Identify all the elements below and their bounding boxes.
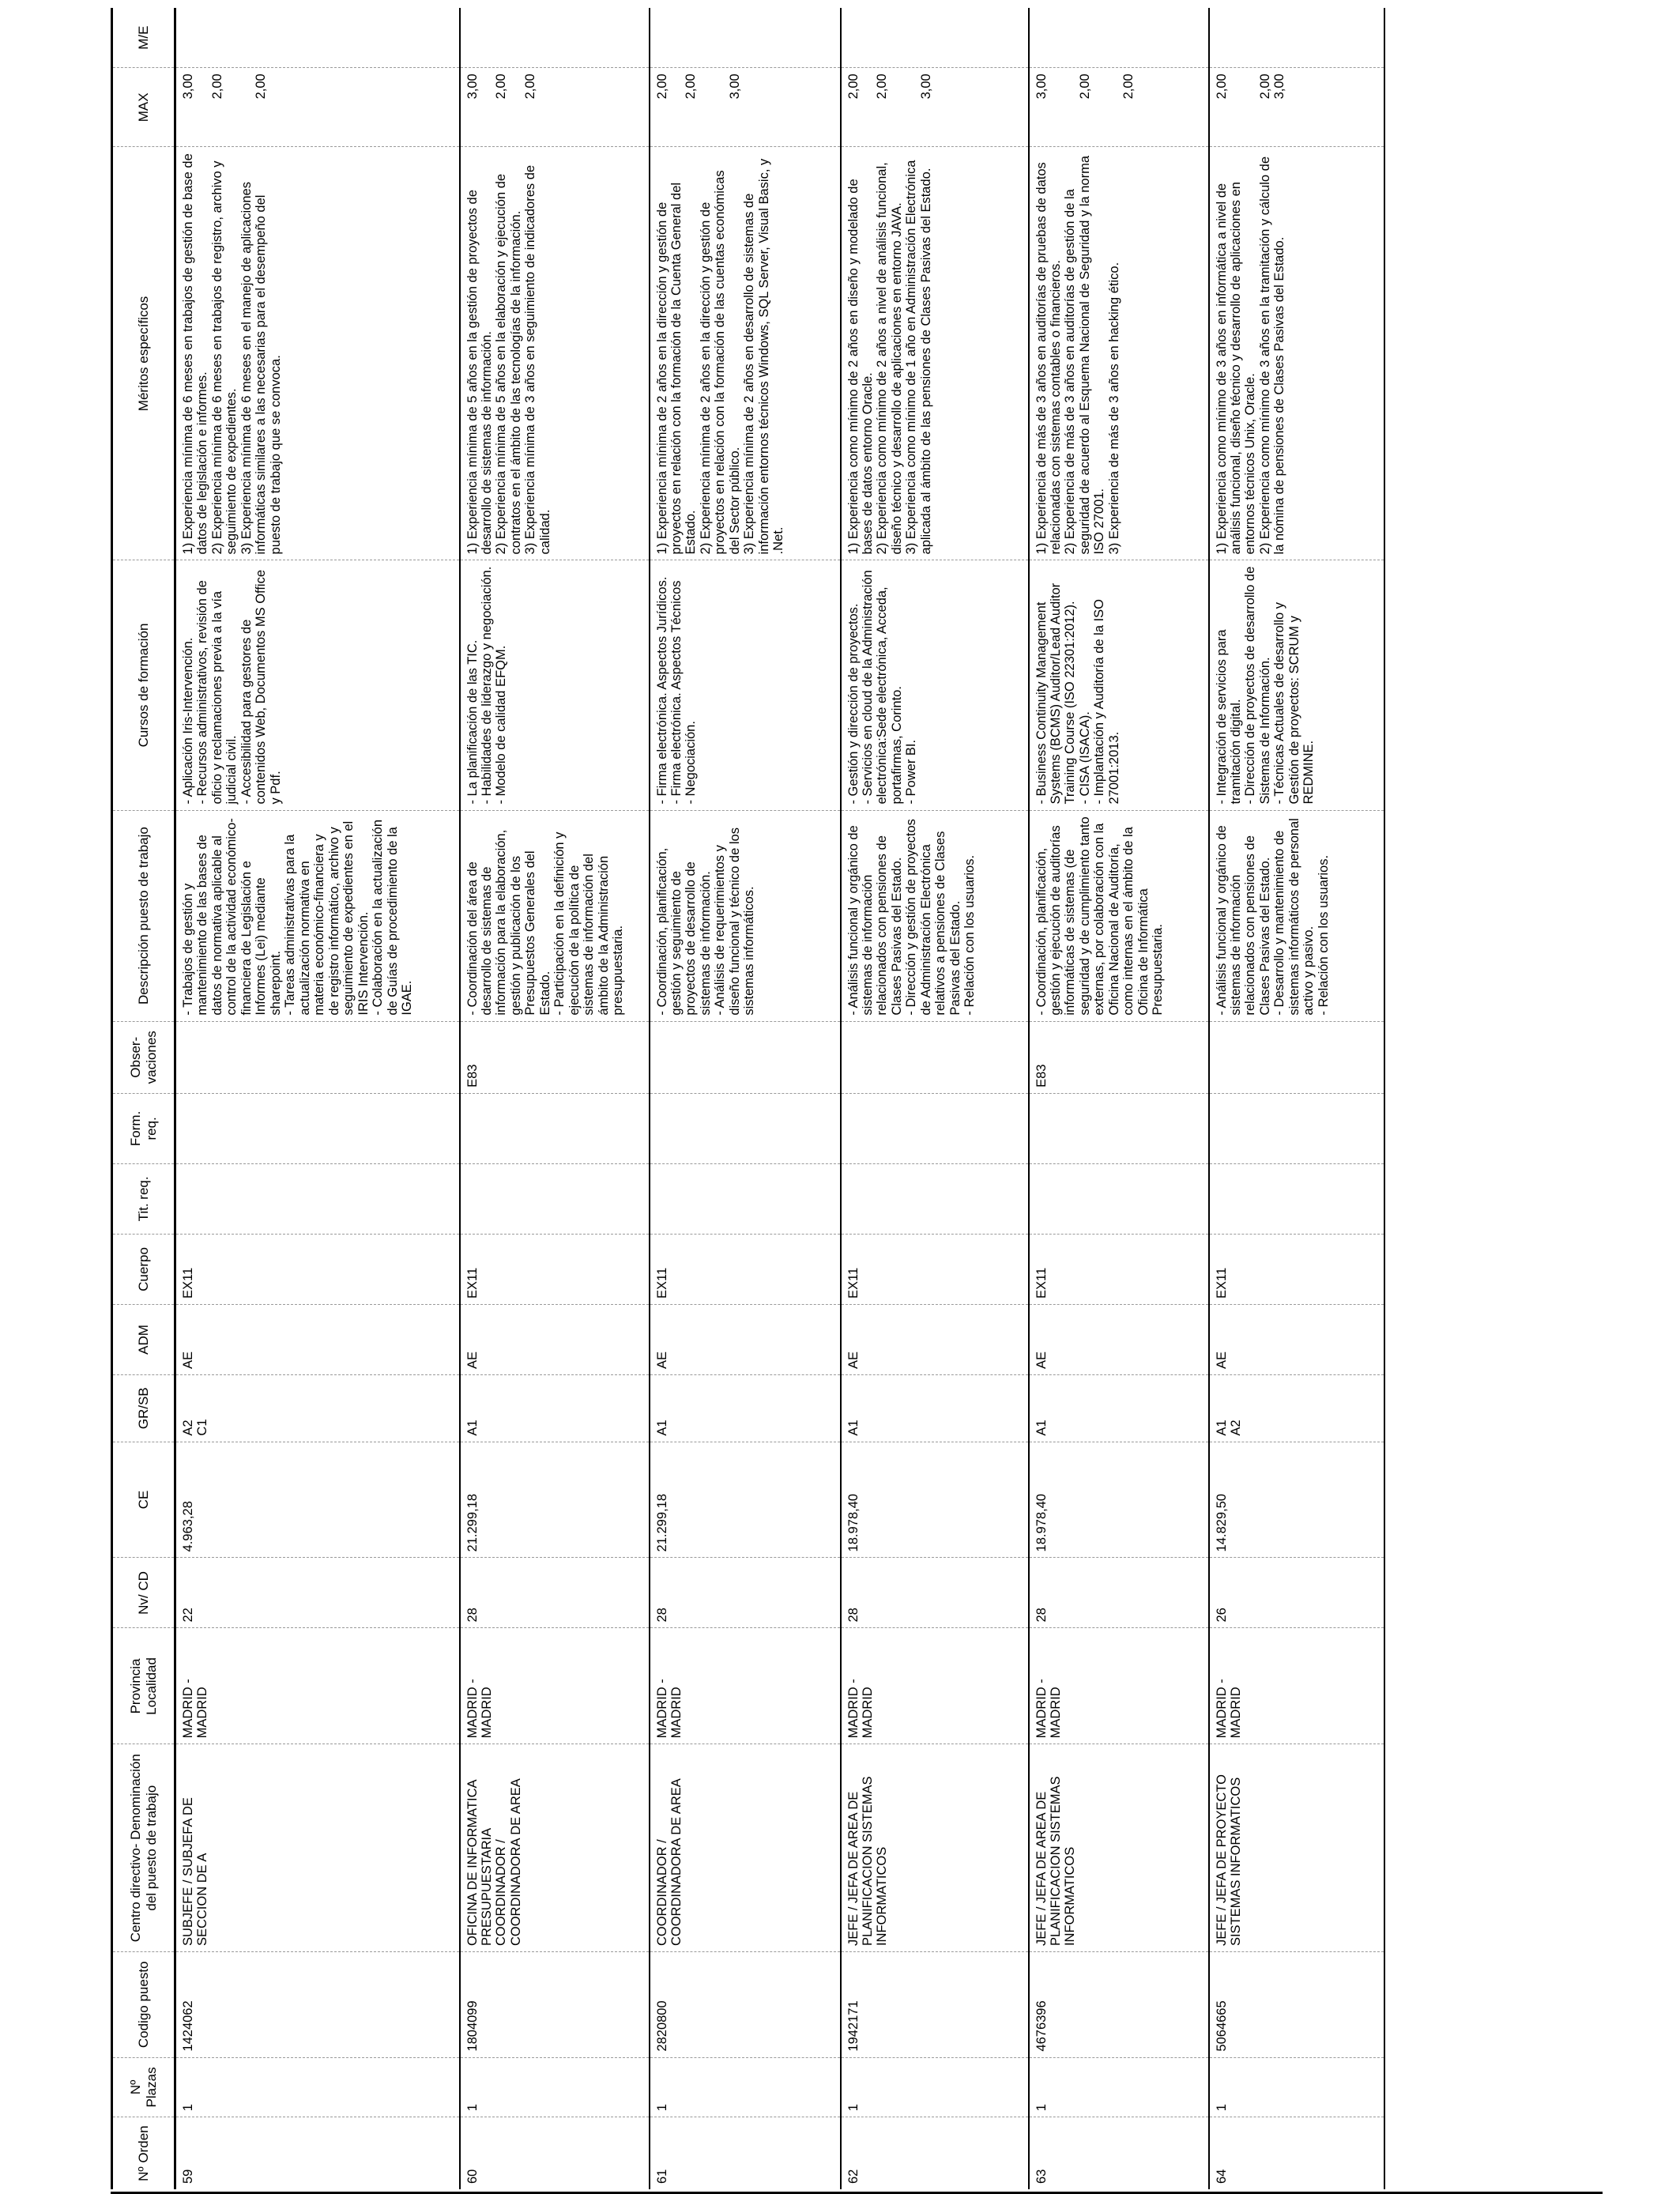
cell-meritos: 1) Experiencia de más de 3 años en auditorías de pruebas de datos relacionadas con sistemas contables o financieros. 2) Experiencia de más de 3 años en auditorías de gestión de la seguridad de acuerdo al Esquema Nacional de Seguridad y la norma ISO 27001. 3) Experiencia de más de 3 años en hacking ético. bbox=[1029, 147, 1209, 560]
col-header-descripcion: Descripción puesto de trabajo bbox=[112, 810, 175, 1021]
col-header-me: M/E bbox=[112, 8, 175, 68]
cell-puesto: COORDINADOR / COORDINADORA DE AREA bbox=[654, 1778, 684, 1947]
cell-obs bbox=[841, 1021, 1029, 1093]
cell-tit bbox=[175, 1163, 460, 1234]
cell-centro bbox=[650, 1744, 841, 1952]
cell-obs: E83 bbox=[1029, 1021, 1209, 1093]
cell-max: 3,00 2,00 2,00 bbox=[460, 68, 650, 147]
cell-nvcd: 22 bbox=[175, 1558, 460, 1628]
cell-descripcion: - Coordinación, planificación, gestión y seguimiento de proyectos de desarrollo de sistemas de información. - Análisis de requerimientos y diseño funcional y técnico de los sistemas informáticos. bbox=[650, 810, 841, 1021]
cell-cuerpo: EX11 bbox=[1029, 1234, 1209, 1304]
cell-descripcion: - Coordinación del área de desarrollo de sistemas de información para la elaboración, gestión y publicación de los Presupuestos Generales del Estado. - Participación en la definición y ejecución de la política de sistemas de información del ámbito de la Administración presupuestaria. bbox=[460, 810, 650, 1021]
cell-descripcion: - Trabajos de gestión y mantenimiento de las bases de datos de normativa aplicable al control de la actividad económico-financiera de Legislación e Informes (Lei) mediante sharepoint. - Tareas administrativas para la actualización normativa en materia económico-financiera y de registro informático, archivo y seguimiento de expedientes en el IRIS Intervención. - Colaboración en la actualización de Guías de procedimiento de la IGAE. bbox=[175, 810, 460, 1021]
cell-form bbox=[841, 1093, 1029, 1163]
cell-nvcd: 28 bbox=[841, 1558, 1029, 1628]
cell-max: 2,00 2,00 3,00 bbox=[650, 68, 841, 147]
cell-meritos: 1) Experiencia mínima de 5 años en la gestión de proyectos de desarrollo de sistemas de información. 2) Experiencia mínima de 5 años en la elaboración y ejecución de contratos en el ámbito de las tecnologías de la información. 3) Experiencia mínima de 3 años en seguimiento de indicadores de calidad. bbox=[460, 147, 650, 560]
cell-puesto: SUBJEFE / SUBJEFA DE SECCION DE A bbox=[181, 1797, 210, 1947]
table-row bbox=[1029, 8, 1209, 2189]
cell-tit bbox=[1029, 1163, 1209, 1234]
cell-codigo: 1942171 bbox=[841, 1952, 1029, 2058]
col-header-nvcd: Nv/ CD bbox=[112, 1558, 175, 1628]
cell-form bbox=[650, 1093, 841, 1163]
cell-orden: 60 bbox=[460, 2117, 650, 2189]
col-header-orden: Nº Orden bbox=[112, 2117, 175, 2189]
cell-cursos: - Aplicación Iris-Intervención. - Recursos administrativos, revisión de oficio y reclamaciones previa a la vía judicial civil. - Accesibilidad para gestores de contenidos Web, Documentos MS Office y Pdf. bbox=[175, 560, 460, 810]
cell-provincia: MADRID - MADRID bbox=[460, 1628, 650, 1744]
cell-form bbox=[460, 1093, 650, 1163]
cell-obs bbox=[650, 1021, 841, 1093]
cell-nvcd: 28 bbox=[650, 1558, 841, 1628]
cell-tit bbox=[1209, 1163, 1384, 1234]
cell-provincia: MADRID - MADRID bbox=[1029, 1628, 1209, 1744]
cell-ce: 21.299,18 bbox=[650, 1442, 841, 1558]
cell-puesto: COORDINADOR / COORDINADORA DE AREA bbox=[494, 1778, 523, 1947]
cell-me bbox=[841, 8, 1029, 68]
cell-descripcion: - Análisis funcional y orgánico de sistemas de información relacionados con pensiones de Clases Pasivas del Estado. - Dirección y gestión de proyectos de Administración Electrónica relativos a pensiones de Clases Pasivas del Estado. - Relación con los usuarios. bbox=[841, 810, 1029, 1021]
cell-nvcd: 26 bbox=[1209, 1558, 1384, 1628]
cell-adm: AE bbox=[1029, 1304, 1209, 1374]
cell-orden: 64 bbox=[1209, 2117, 1384, 2189]
cell-codigo: 1424062 bbox=[175, 1952, 460, 2058]
cell-plazas: 1 bbox=[841, 2057, 1029, 2117]
cell-centro bbox=[1209, 1744, 1384, 1952]
cell-codigo: 5064665 bbox=[1209, 1952, 1384, 2058]
cell-cursos: - La planificación de las TIC. - Habilidades de liderazgo y negociación. - Modelo de calidad EFQM. bbox=[460, 560, 650, 810]
cell-cuerpo: EX11 bbox=[1209, 1234, 1384, 1304]
cell-centro bbox=[1029, 1744, 1209, 1952]
table-row bbox=[650, 8, 841, 2189]
cell-centro bbox=[841, 1744, 1029, 1952]
col-header-centro: Centro directivo- Denominación del puesto de trabajo bbox=[112, 1744, 175, 1952]
col-header-adm: ADM bbox=[112, 1304, 175, 1374]
cell-me bbox=[1209, 8, 1384, 68]
cell-form bbox=[1209, 1093, 1384, 1163]
cell-cuerpo: EX11 bbox=[460, 1234, 650, 1304]
cell-meritos: 1) Experiencia como mínimo de 3 años en informática a nivel de análisis funcional, diseño técnico y desarrollo de aplicaciones en entornos técnicos Unix, Oracle. 2) Experiencia como mínimo de 3 años en la tramitación y cálculo de la nómina de pensiones de Clases Pasivas del Estado. bbox=[1209, 147, 1384, 560]
cell-plazas: 1 bbox=[1029, 2057, 1209, 2117]
cell-cursos: - Business Continuity Management Systems (BCMS) Auditor/Lead Auditor Training Course (ISO 22301:2012). - CISA (ISACA). - Implantación y Auditoría de la ISO 27001:2013. bbox=[1029, 560, 1209, 810]
col-header-cuerpo: Cuerpo bbox=[112, 1234, 175, 1304]
positions-table bbox=[111, 8, 1385, 2189]
cell-ce: 18.978,40 bbox=[841, 1442, 1029, 1558]
cell-puesto: JEFE / JEFA DE PROYECTO SISTEMAS INFORMATICOS bbox=[1214, 1774, 1243, 1947]
cell-tit bbox=[460, 1163, 650, 1234]
cell-cursos: - Integración de servicios para tramitación digital. - Dirección de proyectos de desarrollo de Sistemas de Información. - Técnicas Actuales de desarrollo y Gestión de proyectos: SCRUM y REDMINE. bbox=[1209, 560, 1384, 810]
cell-adm: AE bbox=[841, 1304, 1029, 1374]
cell-puesto: JEFE / JEFA DE AREA DE PLANIFICACION SISTEMAS INFORMATICOS bbox=[846, 1776, 890, 1947]
cell-me bbox=[175, 8, 460, 68]
cell-plazas: 1 bbox=[175, 2057, 460, 2117]
cell-provincia: MADRID - MADRID bbox=[650, 1628, 841, 1744]
cell-obs bbox=[175, 1021, 460, 1093]
cell-orden: 62 bbox=[841, 2117, 1029, 2189]
cell-cuerpo: EX11 bbox=[841, 1234, 1029, 1304]
cell-provincia: MADRID - MADRID bbox=[175, 1628, 460, 1744]
cell-puesto: JEFE / JEFA DE AREA DE PLANIFICACION SISTEMAS INFORMATICOS bbox=[1034, 1776, 1078, 1947]
cell-obs bbox=[1209, 1021, 1384, 1093]
cell-orden: 63 bbox=[1029, 2117, 1209, 2189]
table-row bbox=[175, 8, 460, 2189]
cell-ce: 14.829,50 bbox=[1209, 1442, 1384, 1558]
col-header-meritos: Méritos específicos bbox=[112, 147, 175, 560]
cell-unidad: OFICINA DE INFORMATICA PRESUPUESTARIA bbox=[465, 1780, 494, 1947]
cell-max: 3,00 2,00 2,00 bbox=[175, 68, 460, 147]
cell-orden: 59 bbox=[175, 2117, 460, 2189]
cell-max: 3,00 2,00 2,00 bbox=[1029, 68, 1209, 147]
cell-tit bbox=[841, 1163, 1029, 1234]
cell-me bbox=[1029, 8, 1209, 68]
cell-adm: AE bbox=[460, 1304, 650, 1374]
cell-form bbox=[175, 1093, 460, 1163]
cell-meritos: 1) Experiencia mínima de 6 meses en trabajos de gestión de base de datos de legislación e informes. 2) Experiencia mínima de 6 meses en trabajos de registro, archivo y seguimiento de expedientes. 3) Experiencia mínima de 6 meses en el manejo de aplicaciones informáticas similares a las necesarias para el desempeño del puesto de trabajo que se convoca. bbox=[175, 147, 460, 560]
cell-max: 2,00 2,00 3,00 bbox=[841, 68, 1029, 147]
cell-codigo: 1804099 bbox=[460, 1952, 650, 2058]
cell-cuerpo: EX11 bbox=[175, 1234, 460, 1304]
cell-grsb: A1 A2 bbox=[1209, 1375, 1384, 1442]
cell-ce: 4.963,28 bbox=[175, 1442, 460, 1558]
cell-descripcion: - Análisis funcional y orgánico de sistemas de información relacionados con pensiones de Clases Pasivas del Estado. - Desarrollo y mantenimiento de sistemas informáticos de personal activo y pasivo. - Relación con los usuarios. bbox=[1209, 810, 1384, 1021]
cell-obs: E83 bbox=[460, 1021, 650, 1093]
cell-provincia: MADRID - MADRID bbox=[841, 1628, 1029, 1744]
cell-form bbox=[1029, 1093, 1209, 1163]
table-row bbox=[460, 8, 650, 2189]
col-header-provincia: Provincia Localidad bbox=[112, 1628, 175, 1744]
cell-grsb: A1 bbox=[1029, 1375, 1209, 1442]
cell-grsb: A2 C1 bbox=[175, 1375, 460, 1442]
cell-nvcd: 28 bbox=[460, 1558, 650, 1628]
cell-nvcd: 28 bbox=[1029, 1558, 1209, 1628]
cell-adm: AE bbox=[175, 1304, 460, 1374]
cell-codigo: 2820800 bbox=[650, 1952, 841, 2058]
header-row bbox=[112, 8, 175, 2189]
col-header-codigo: Codigo puesto bbox=[112, 1952, 175, 2058]
col-header-plazas: Nº Plazas bbox=[112, 2057, 175, 2117]
cell-provincia: MADRID - MADRID bbox=[1209, 1628, 1384, 1744]
col-header-grsb: GR/SB bbox=[112, 1375, 175, 1442]
cell-cuerpo: EX11 bbox=[650, 1234, 841, 1304]
cell-cursos: - Gestión y dirección de proyectos. - Servicios en cloud de la Administración electrónica:Sede electrónica, Acceda, portafirmas, Corinto. - Power BI. bbox=[841, 560, 1029, 810]
cell-max: 2,00 2,00 3,00 bbox=[1209, 68, 1384, 147]
cell-adm: AE bbox=[650, 1304, 841, 1374]
cell-plazas: 1 bbox=[650, 2057, 841, 2117]
cell-ce: 21.299,18 bbox=[460, 1442, 650, 1558]
cell-codigo: 4676396 bbox=[1029, 1952, 1209, 2058]
cell-me bbox=[460, 8, 650, 68]
cell-descripcion: - Coordinación, planificación, gestión y ejecución de auditorías informáticas de sistemas (de seguridad y de cumplimiento tanto externas, por colaboración con la Oficina Nacional de Auditoría, como internas en el ámbito de la Oficina de Informática Presupuestaria. bbox=[1029, 810, 1209, 1021]
table-row bbox=[1209, 8, 1384, 2189]
table-row bbox=[841, 8, 1029, 2189]
cell-plazas: 1 bbox=[1209, 2057, 1384, 2117]
col-header-form: Form. req. bbox=[112, 1093, 175, 1163]
cell-orden: 61 bbox=[650, 2117, 841, 2189]
cell-tit bbox=[650, 1163, 841, 1234]
col-header-obs: Obser-vaciones bbox=[112, 1021, 175, 1093]
col-header-ce: CE bbox=[112, 1442, 175, 1558]
col-header-cursos: Cursos de formación bbox=[112, 560, 175, 810]
col-header-tit: Tit. req. bbox=[112, 1163, 175, 1234]
cell-cursos: - Firma electrónica. Aspectos Jurídicos. - Firma electrónica. Aspectos Técnicos - Negociación. bbox=[650, 560, 841, 810]
cell-grsb: A1 bbox=[650, 1375, 841, 1442]
cell-meritos: 1) Experiencia como mínimo de 2 años en diseño y modelado de bases de datos entorno Oracle. 2) Experiencia como mínimo de 2 años a nivel de análisis funcional, diseño técnico y desarrollo de aplicaciones en entorno JAVA. 3) Experiencia como mínimo de 1 año en Administración Electrónica aplicada al ámbito de las pensiones de Clases Pasivas del Estado. bbox=[841, 147, 1029, 560]
cell-plazas: 1 bbox=[460, 2057, 650, 2117]
cell-adm: AE bbox=[1209, 1304, 1384, 1374]
col-header-max: MAX bbox=[112, 68, 175, 147]
cell-grsb: A1 bbox=[460, 1375, 650, 1442]
cell-me bbox=[650, 8, 841, 68]
cell-ce: 18.978,40 bbox=[1029, 1442, 1209, 1558]
cell-centro bbox=[460, 1744, 650, 1952]
cell-centro bbox=[175, 1744, 460, 1952]
cell-grsb: A1 bbox=[841, 1375, 1029, 1442]
cell-meritos: 1) Experiencia mínima de 2 años en la dirección y gestión de proyectos en relación con la formación de la Cuenta General del Estado. 2) Experiencia mínima de 2 años en la dirección y gestión de proyectos en relación con la formación de las cuentas económicas del Sector público. 3) Experiencia mínima de 2 años en desarrollo de sistemas de información entornos técnicos Windows, SQL Server, Visual Basic, y .Net. bbox=[650, 147, 841, 560]
